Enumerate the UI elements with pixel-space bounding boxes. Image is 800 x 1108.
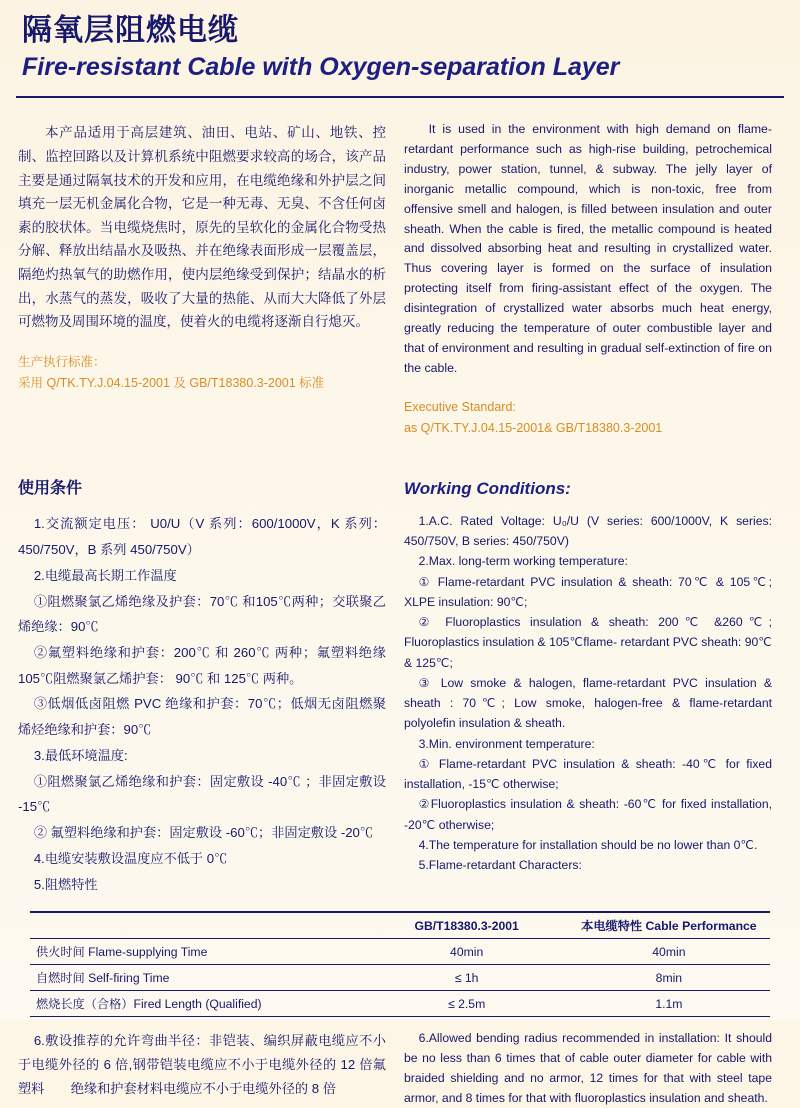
document-header bbox=[0, 0, 800, 88]
list-item: 4.The temperature for installation should be no lower than 0℃. bbox=[418, 837, 758, 852]
list-item: ②Fluoroplastics insulation & sheath: -60℃ for fixed installation, -20℃ otherwise; bbox=[404, 797, 772, 832]
standard-label-en: Executive Standard: bbox=[404, 399, 516, 414]
section-title-en: Working Conditions: bbox=[404, 479, 571, 499]
intro-column-cn bbox=[18, 108, 386, 440]
list-item: ② Fluoroplastics insulation & sheath: 200℃ &260℃; Fluoroplastics insulation & 105℃flame- retardant PVC sheath: 90℃ & 125℃; bbox=[404, 615, 772, 670]
table-cell-cable: 1.1m bbox=[568, 991, 770, 1017]
list-item: 4.电缆安装敷设温度应不低于 0℃ bbox=[33, 850, 228, 866]
list-item: 3.最低环境温度: bbox=[33, 747, 128, 763]
standard-label-cn: 生产执行标准： bbox=[18, 354, 106, 369]
section-title-cn: 使用条件 bbox=[18, 480, 83, 498]
standard-value-cn: 采用 Q/TK.TY.J.04.15-2001 及 GB/T18380.3-2001 标准 bbox=[18, 376, 325, 391]
intro-paragraph-en: It is used in the environment with high demand on flame-retardant performance such as high-rise building, petrochemical industry, power station, tunnel, & subway. The jelly layer of inorganic metallic compound, which is non-toxic, free from offensive smell and halogen, is filled between insulation and outer sheath. When the cable is fired, the metallic compound is heated and dissolved absorbing heat and resulting in crystallized water. Thus covering layer is formed on the surface of insulation protecting itself from firing-assistant effect of the oxygen. The disintegration of crystallized water absorbs much heat energy, greatly reducing the temperature of outer combustible layer and that of environment and resulting in gradual self-extinction of fire on the cable. bbox=[404, 122, 772, 375]
table-cell-gb: 40min bbox=[366, 939, 568, 965]
list-item: ②氟塑料绝缘和护套：200℃ 和 260℃ 两种；氟塑料绝缘 105℃阻燃聚氯乙烯护套： 90℃ 和 125℃ 两种。 bbox=[18, 645, 386, 686]
list-item: 5.Flame-retardant Characters: bbox=[418, 858, 582, 873]
standard-block-cn bbox=[18, 352, 386, 395]
list-item: ③ Low smoke & halogen, flame-retardant PVC insulation & sheath : 70℃; Low smoke, halogen-free & flame-retardant polyolefin insulation & sheath. bbox=[404, 675, 772, 731]
conditions-column-cn bbox=[18, 449, 386, 897]
table-header-cable: 本电缆特性 Cable Performance bbox=[568, 912, 770, 939]
footer-note-cn: 6.敷设推荐的允许弯曲半径：非铠装、编织屏蔽电缆应不小于电缆外径的 6 倍,钢带铠装电缆应不小于电缆外径的 12 倍氟塑料 绝缘和护套材料电缆应不小于电缆外径的 8 倍 bbox=[18, 1033, 386, 1096]
conditions-list-en bbox=[404, 511, 772, 876]
table-row bbox=[30, 939, 770, 965]
page-title-en: Fire-resistant Cable with Oxygen-separation Layer bbox=[22, 53, 620, 81]
table-cell-cable: 8min bbox=[568, 965, 770, 991]
list-item: 1.交流额定电压： U0/U（V 系列：600/1000V，K 系列：450/750V，B 系列 450/750V） bbox=[18, 516, 386, 558]
list-item: ③低烟低卤阻燃 PVC 绝缘和护套：70℃；低烟无卤阻燃聚烯烃绝缘和护套：90℃ bbox=[18, 696, 386, 738]
table-cell-gb: ≤ 2.5m bbox=[366, 991, 568, 1017]
list-item: 3.Min. environment temperature: bbox=[418, 736, 595, 751]
table-header-row bbox=[30, 912, 770, 939]
conditions-column-en bbox=[404, 449, 772, 897]
intro-section bbox=[0, 98, 800, 440]
table-header-blank bbox=[30, 912, 366, 939]
list-item: 2.Max. long-term working temperature: bbox=[418, 554, 628, 569]
conditions-list-cn bbox=[18, 511, 386, 897]
intro-column-en bbox=[404, 108, 772, 440]
list-item: 5.阻燃特性 bbox=[33, 876, 98, 892]
list-item: 1.A.C. Rated Voltage: U₀/U (V series: 600/1000V, K series: 450/750V, B series: 450/750V) bbox=[404, 513, 772, 549]
list-item: ① Flame-retardant PVC insulation & sheath: 70℃ & 105℃; XLPE insulation: 90℃; bbox=[404, 574, 772, 609]
footer-column-cn bbox=[18, 1029, 386, 1108]
footer-section bbox=[0, 1017, 800, 1108]
intro-paragraph-cn: 本产品适用于高层建筑、油田、电站、矿山、地铁、控制、监控回路以及计算机系统中阻燃要求较高的场合，该产品主要是通过隔氧技术的开发和应用，在电缆绝缘和外护层之间填充一层无机金属化合物，它是一种无毒、无臭、不含任何卤素的胶状体。当电缆烧焦时，原先的呈软化的金属化合物受热分解、释放出结晶水及吸热、并在绝缘表面形成一层覆盖层，隔绝灼热氧气的助燃作用，使内层绝缘受到保护；结晶水的析出，水蒸气的蒸发，吸收了大量的热能、从而大大降低了外层可燃物及周围环境的温度，使着火的电缆将逐渐自行熄灭。 bbox=[18, 125, 386, 330]
table-row bbox=[30, 991, 770, 1017]
table-cell-label: 供火时间 Flame-supplying Time bbox=[30, 939, 366, 965]
table-header-gb: GB/T18380.3-2001 bbox=[366, 912, 568, 939]
standard-value-en: as Q/TK.TY.J.04.15-2001& GB/T18380.3-2001 bbox=[404, 421, 663, 436]
conditions-section bbox=[0, 439, 800, 897]
table-cell-label: 自燃时间 Self-firing Time bbox=[30, 965, 366, 991]
table-row bbox=[30, 965, 770, 991]
footer-column-en bbox=[404, 1029, 772, 1108]
list-item: ② 氟塑料绝缘和护套：固定敷设 -60℃；非固定敷设 -20℃ bbox=[33, 825, 374, 841]
table-cell-label: 燃烧长度（合格）Fired Length (Qualified) bbox=[30, 991, 366, 1017]
footer-note-en: 6.Allowed bending radius recommended in installation: It should be no less than 6 times that of cable outer diameter for cable with braided shielding and no armor, 12 times for that with steel tape armor, and 8 times for that with fluoroplastics insulation and sheath. bbox=[404, 1031, 772, 1105]
list-item: 2.电缆最高长期工作温度 bbox=[33, 567, 177, 583]
list-item: ①阻燃聚氯乙烯绝缘及护套：70℃ 和105℃两种；交联聚乙烯绝缘：90℃ bbox=[18, 593, 386, 635]
table-cell-gb: ≤ 1h bbox=[366, 965, 568, 991]
list-item: ① Flame-retardant PVC insulation & sheath: -40℃ for fixed installation, -15℃ otherwise; bbox=[404, 756, 772, 792]
flame-retardant-table bbox=[30, 911, 770, 1017]
table-cell-cable: 40min bbox=[568, 939, 770, 965]
page-title-cn: 隔氧层阻燃电缆 bbox=[22, 14, 239, 47]
standard-block-en bbox=[404, 397, 772, 440]
list-item: ①阻燃聚氯乙烯绝缘和护套：固定敷设 -40℃ ；非固定敷设 -15℃ bbox=[18, 773, 386, 815]
